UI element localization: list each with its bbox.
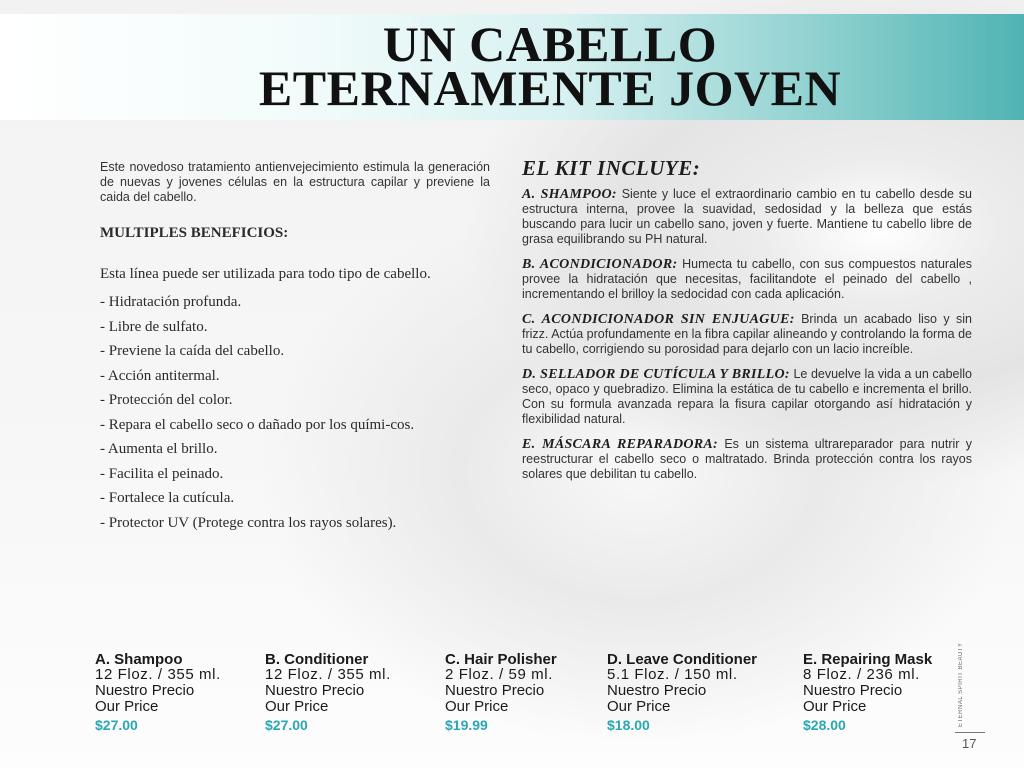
benefit-item: - Protección del color. [100,392,233,408]
kit-item-label: E. MÁSCARA REPARADORA: [522,437,719,452]
product-name: E. Repairing Mask [803,651,933,668]
kit-item-conditioner [522,257,972,302]
nuestro-precio-label: Nuestro Precio [265,682,365,699]
kit-heading: EL KIT INCLUYE: [522,156,701,180]
product-price-row [95,652,975,742]
product-size: 12 Floz. / 355 ml. [95,666,221,683]
right-column [522,156,972,492]
product-price: $27.00 [95,717,138,733]
benefit-item: - Repara el cabello seco o dañado por los quími-cos. [100,416,415,433]
kit-item-leave-in [522,312,972,357]
kit-item-label: C. ACONDICIONADOR SIN ENJUAGUE: [522,312,795,327]
product-conditioner [265,652,391,734]
page-number: 17 [962,736,977,751]
nuestro-precio-label: Nuestro Precio [445,682,545,699]
benefit-item: - Hidratación profunda. [100,294,242,310]
kit-item-text: Humecta tu cabello, con sus compuestos naturales provee la hidratación que necesitas, facilitandote el peinado del cabello , incrementando el brilloy la sedocidad con cada aplicación. [522,257,972,301]
benefits-heading: MULTIPLES BENEFICIOS: [100,225,289,241]
benefit-item: - Protector UV (Protege contra los rayos solares). [100,514,397,531]
product-name: B. Conditioner [265,651,369,668]
kit-item-shampoo [522,187,972,247]
benefit-item: - Previene la caída del cabello. [100,343,285,359]
product-hair-polisher [445,652,557,734]
kit-item-label: D. SELLADOR DE CUTÍCULA Y BRILLO: [522,367,790,382]
brand-vertical-text: ETERNAL SPIRIT BEAUTY [958,642,964,728]
kit-item-label: A. SHAMPOO: [522,187,617,202]
product-size: 12 Floz. / 355 ml. [265,666,391,683]
nuestro-precio-label: Nuestro Precio [607,682,707,699]
product-price: $18.00 [607,717,650,733]
benefit-item: - Fortalece la cutícula. [100,490,235,506]
kit-item-text: Siente y luce el extraordinario cambio en tu cabello desde su estructura interna, provee la suavidad, sedosidad y la belleza que estás buscando para lucir un cabello sano, joven y fuerte. Mantiene tu cabello libre de grasa equilibrando su PH natural. [522,187,972,246]
benefits-list [100,294,490,531]
kit-item-text: Brinda un acabado liso y sin frizz. Actúa profundamente en la fibra capilar alineando y controlando la forma de tu cabello, corrigiendo su porosidad para dejarlo con un lacio increíble. [522,312,972,356]
benefit-item: - Facilita el peinado. [100,465,224,482]
product-leave-conditioner [607,652,757,734]
kit-item-mask [522,437,972,482]
product-shampoo [95,652,221,734]
nuestro-precio-label: Nuestro Precio [95,682,195,699]
product-name: D. Leave Conditioner [607,651,758,668]
product-repairing-mask [803,652,932,734]
benefit-item: - Aumenta el brillo. [100,441,218,457]
benefit-item: - Libre de sulfato. [100,318,208,335]
product-size: 2 Floz. / 59 ml. [445,666,553,683]
line-use-text: Esta línea puede ser utilizada para todo tipo de cabello. [100,266,431,282]
title-line-2: ETERNAMENTE JOVEN [258,60,842,116]
left-column [100,160,490,539]
our-price-label: Our Price [607,698,671,715]
product-price: $28.00 [803,717,846,733]
our-price-label: Our Price [445,698,509,715]
our-price-label: Our Price [803,698,867,715]
product-price: $19.99 [445,717,488,733]
title-line-1: UN CABELLO [382,16,718,72]
nuestro-precio-label: Nuestro Precio [803,682,903,699]
benefit-item: - Acción antitermal. [100,367,220,384]
page-title [0,16,1024,116]
intro-paragraph: Este novedoso tratamiento antienvejecimiento estimula la generación de nuevas y jovenes células en la estructura capilar y previene la caida del cabello. [100,160,490,204]
product-name: A. Shampoo [95,651,183,668]
product-name: C. Hair Polisher [445,651,557,668]
kit-item-text: Es un sistema ultrareparador para nutrir y reestructurar el cabello seco o maltratado. Brinda protección contra los rayos solares que debilitan tu cabello. [522,437,972,481]
kit-item-label: B. ACONDICIONADOR: [522,257,678,272]
product-size: 5.1 Floz. / 150 ml. [607,666,738,683]
our-price-label: Our Price [265,698,329,715]
kit-item-text: Le devuelve la vida a un cabello seco, opaco y quebradizo. Elimina la estática de tu cabello e incrementa el brillo. Con su formula avanzada repara la fisura capilar otorgando así hidratación y flexibilidad natural. [522,367,972,426]
our-price-label: Our Price [95,698,159,715]
product-size: 8 Floz. / 236 ml. [803,666,920,683]
kit-item-sealer [522,367,972,427]
page-number-rule [955,732,985,733]
product-price: $27.00 [265,717,308,733]
